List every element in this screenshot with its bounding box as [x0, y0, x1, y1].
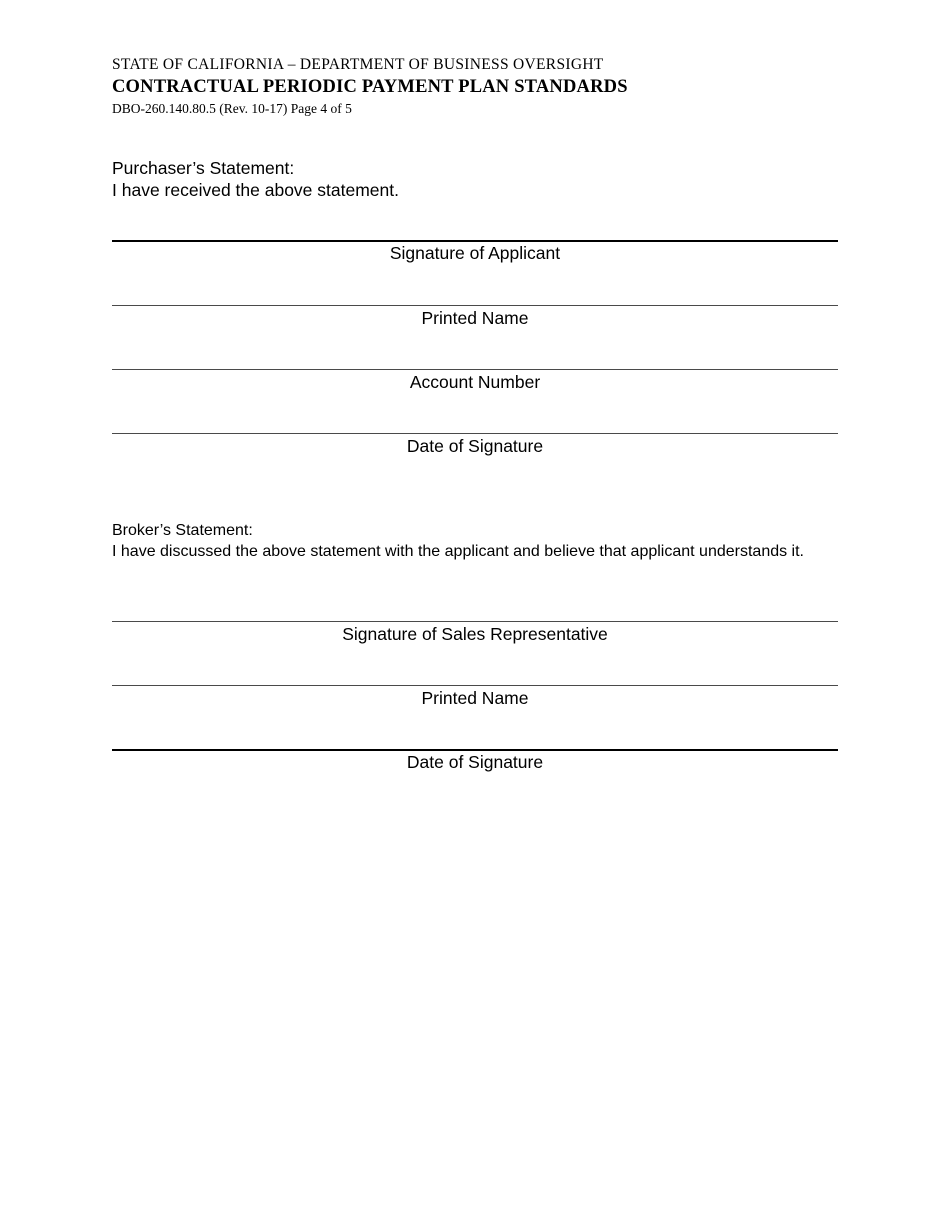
sales-rep-printed-name-line[interactable] — [112, 685, 838, 686]
purchaser-statement-heading: Purchaser’s Statement: — [112, 158, 295, 178]
broker-statement-text: I have discussed the above statement with the applicant and believe that applicant understands it. — [112, 543, 804, 560]
form-title: CONTRACTUAL PERIODIC PAYMENT PLAN STANDARDS — [112, 77, 628, 97]
purchaser-statement-text: I have received the above statement. — [112, 180, 399, 200]
broker-statement-heading: Broker’s Statement: — [112, 522, 253, 539]
applicant-date-label: Date of Signature — [406, 436, 544, 456]
sales-rep-signature-label: Signature of Sales Representative — [342, 624, 608, 644]
applicant-date-line[interactable] — [112, 433, 838, 434]
applicant-printed-name-label: Printed Name — [421, 308, 529, 328]
account-number-label: Account Number — [409, 372, 541, 392]
sales-rep-date-label: Date of Signature — [406, 752, 544, 772]
sales-rep-date-line[interactable] — [112, 749, 838, 751]
applicant-signature-label: Signature of Applicant — [389, 243, 561, 263]
sales-rep-signature-line[interactable] — [112, 621, 838, 622]
agency-name: STATE OF CALIFORNIA – DEPARTMENT OF BUSINESS OVERSIGHT — [112, 56, 604, 73]
applicant-signature-line[interactable] — [112, 240, 838, 242]
form-code: DBO-260.140.80.5 (Rev. 10-17) Page 4 of 5 — [112, 101, 352, 116]
sales-rep-printed-name-label: Printed Name — [421, 688, 529, 708]
account-number-line[interactable] — [112, 369, 838, 370]
applicant-printed-name-line[interactable] — [112, 305, 838, 306]
